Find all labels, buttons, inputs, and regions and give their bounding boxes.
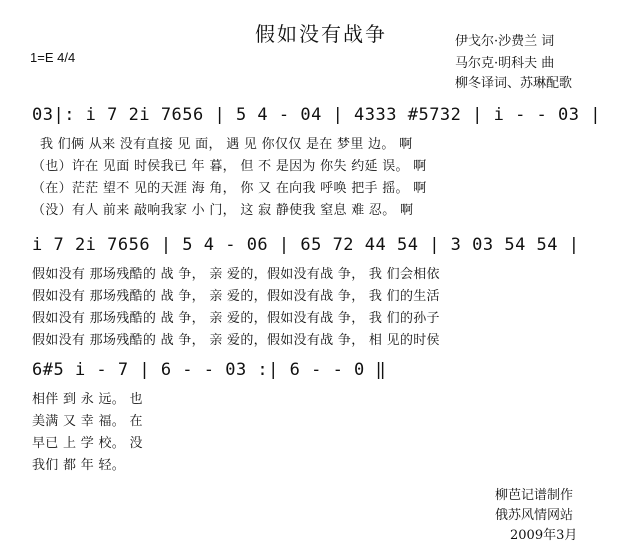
lyric-verse-2: （也）许在 见面 时侯我已 年 暮， 但 不 是因为 你失 约延 误。 啊 (32, 159, 427, 174)
notation-line: i 7 2i 7656 | 5 4 - 06 | 65 72 44 54 | 3 03 54 54 | (32, 235, 580, 255)
lyric-verse-1: 我 们俩 从来 没有直接 见 面， 遇 见 你仅仅 是在 梦里 边。 啊 (40, 137, 413, 152)
lyric-verse-1: 假如没有 那场残酷的 战 争， 亲 爱的，假如没有战 争， 我 们会相依 (32, 267, 440, 282)
lyric-verse-3: 早已 上 学 校。 没 (32, 436, 143, 451)
lyric-verse-4: 假如没有 那场残酷的 战 争， 亲 爱的，假如没有战 争， 相 见的时侯 (32, 333, 440, 348)
lyric-verse-3: 假如没有 那场残酷的 战 争， 亲 爱的，假如没有战 争， 我 们的孙子 (32, 311, 440, 326)
lyric-verse-4: 我们 都 年 轻。 (32, 458, 126, 473)
lyricist-credit: 伊戈尔·沙费兰 词 (455, 34, 555, 49)
key-time-signature: 1=E 4/4 (30, 50, 76, 65)
footer-site: 俄苏风情网站 (495, 508, 574, 523)
footer-transcriber: 柳芭记谱制作 (495, 488, 574, 503)
lyric-verse-2: 假如没有 那场残酷的 战 争， 亲 爱的，假如没有战 争， 我 们的生活 (32, 289, 440, 304)
lyric-verse-1: 相伴 到 永 远。 也 (32, 392, 143, 407)
song-title: 假如没有战争 (255, 22, 387, 46)
translator-credit: 柳冬译词、苏琳配歌 (455, 76, 573, 91)
lyric-verse-3: （在）茫茫 望不 见的天涯 海 角， 你 又 在向我 呼唤 把手 摇。 啊 (32, 181, 427, 196)
footer-date: 2009年3月 (510, 528, 578, 543)
notation-line: 6#5 i - 7 | 6 - - 03 :| 6 - - 0 ‖ (32, 360, 387, 380)
notation-line: 03|: i 7 2i 7656 | 5 4 - 04 | 4333 #5732 | i - - 03 | (32, 105, 601, 125)
composer-credit: 马尔克·明科夫 曲 (455, 56, 555, 71)
lyric-verse-4: （没）有人 前来 敲响我家 小 门， 这 寂 静使我 窒息 难 忍。 啊 (32, 203, 414, 218)
lyric-verse-2: 美满 又 幸 福。 在 (32, 414, 143, 429)
